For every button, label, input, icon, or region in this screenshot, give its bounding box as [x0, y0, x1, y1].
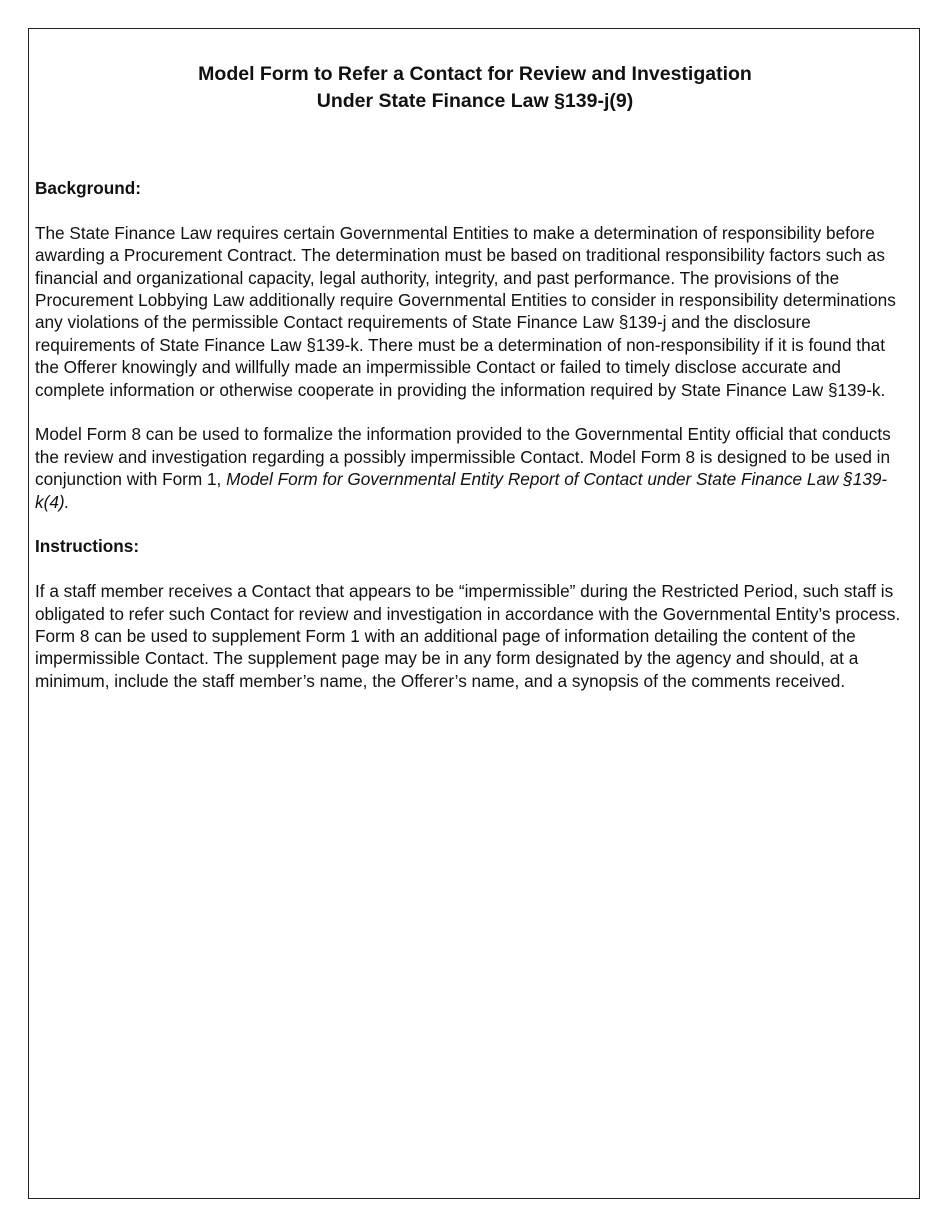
- document-title: [0, 61, 950, 115]
- instructions-paragraph: If a staff member receives a Contact that appears to be “impermissible” during the Restricted Period, such staff is obligated to refer such Contact for review and investigation in accordance with the Governmental Entity’s process. Form 8 can be used to supplement Form 1 with an additional page of information detailing the content of the impermissible Contact. The supplement page may be in any form designated by the agency and should, at a minimum, include the staff member’s name, the Offerer’s name, and a synopsis of the comments received.: [35, 581, 901, 691]
- form-1-reference: Model Form for Governmental Entity Report of Contact under State Finance Law §139-k(4).: [35, 469, 888, 512]
- background-paragraph-1: The State Finance Law requires certain Governmental Entities to make a determination of responsibility before awarding a Procurement Contract. The determination must be based on traditional responsibility factors such as financial and organizational capacity, legal authority, integrity, and past performance. The provisions of the Procurement Lobbying Law additionally require Governmental Entities to consider in responsibility determinations any violations of the permissible Contact requirements of State Finance Law §139-j and the disclosure requirements of State Finance Law §139-k. There must be a determination of non-responsibility if it is found that the Offerer knowingly and willfully made an impermissible Contact or failed to timely disclose accurate and complete information or otherwise cooperate in providing the information required by State Finance Law §139-k.: [35, 222, 896, 400]
- background-heading: Background:: [35, 178, 141, 198]
- document-body: [35, 177, 910, 715]
- background-paragraph-2: [35, 423, 910, 513]
- title-line-2: Under State Finance Law §139-j(9): [316, 90, 634, 112]
- background-paragraph-2-text: Model Form 8 can be used to formalize the information provided to the Governmental Entity official that conducts the review and investigation regarding a possibly impermissible Contact. Model Form 8 is designed to be used in conjunction with Form 1,: [35, 424, 891, 490]
- instructions-heading: Instructions:: [35, 536, 140, 557]
- title-line-1: Model Form to Refer a Contact for Review and Investigation: [198, 63, 752, 85]
